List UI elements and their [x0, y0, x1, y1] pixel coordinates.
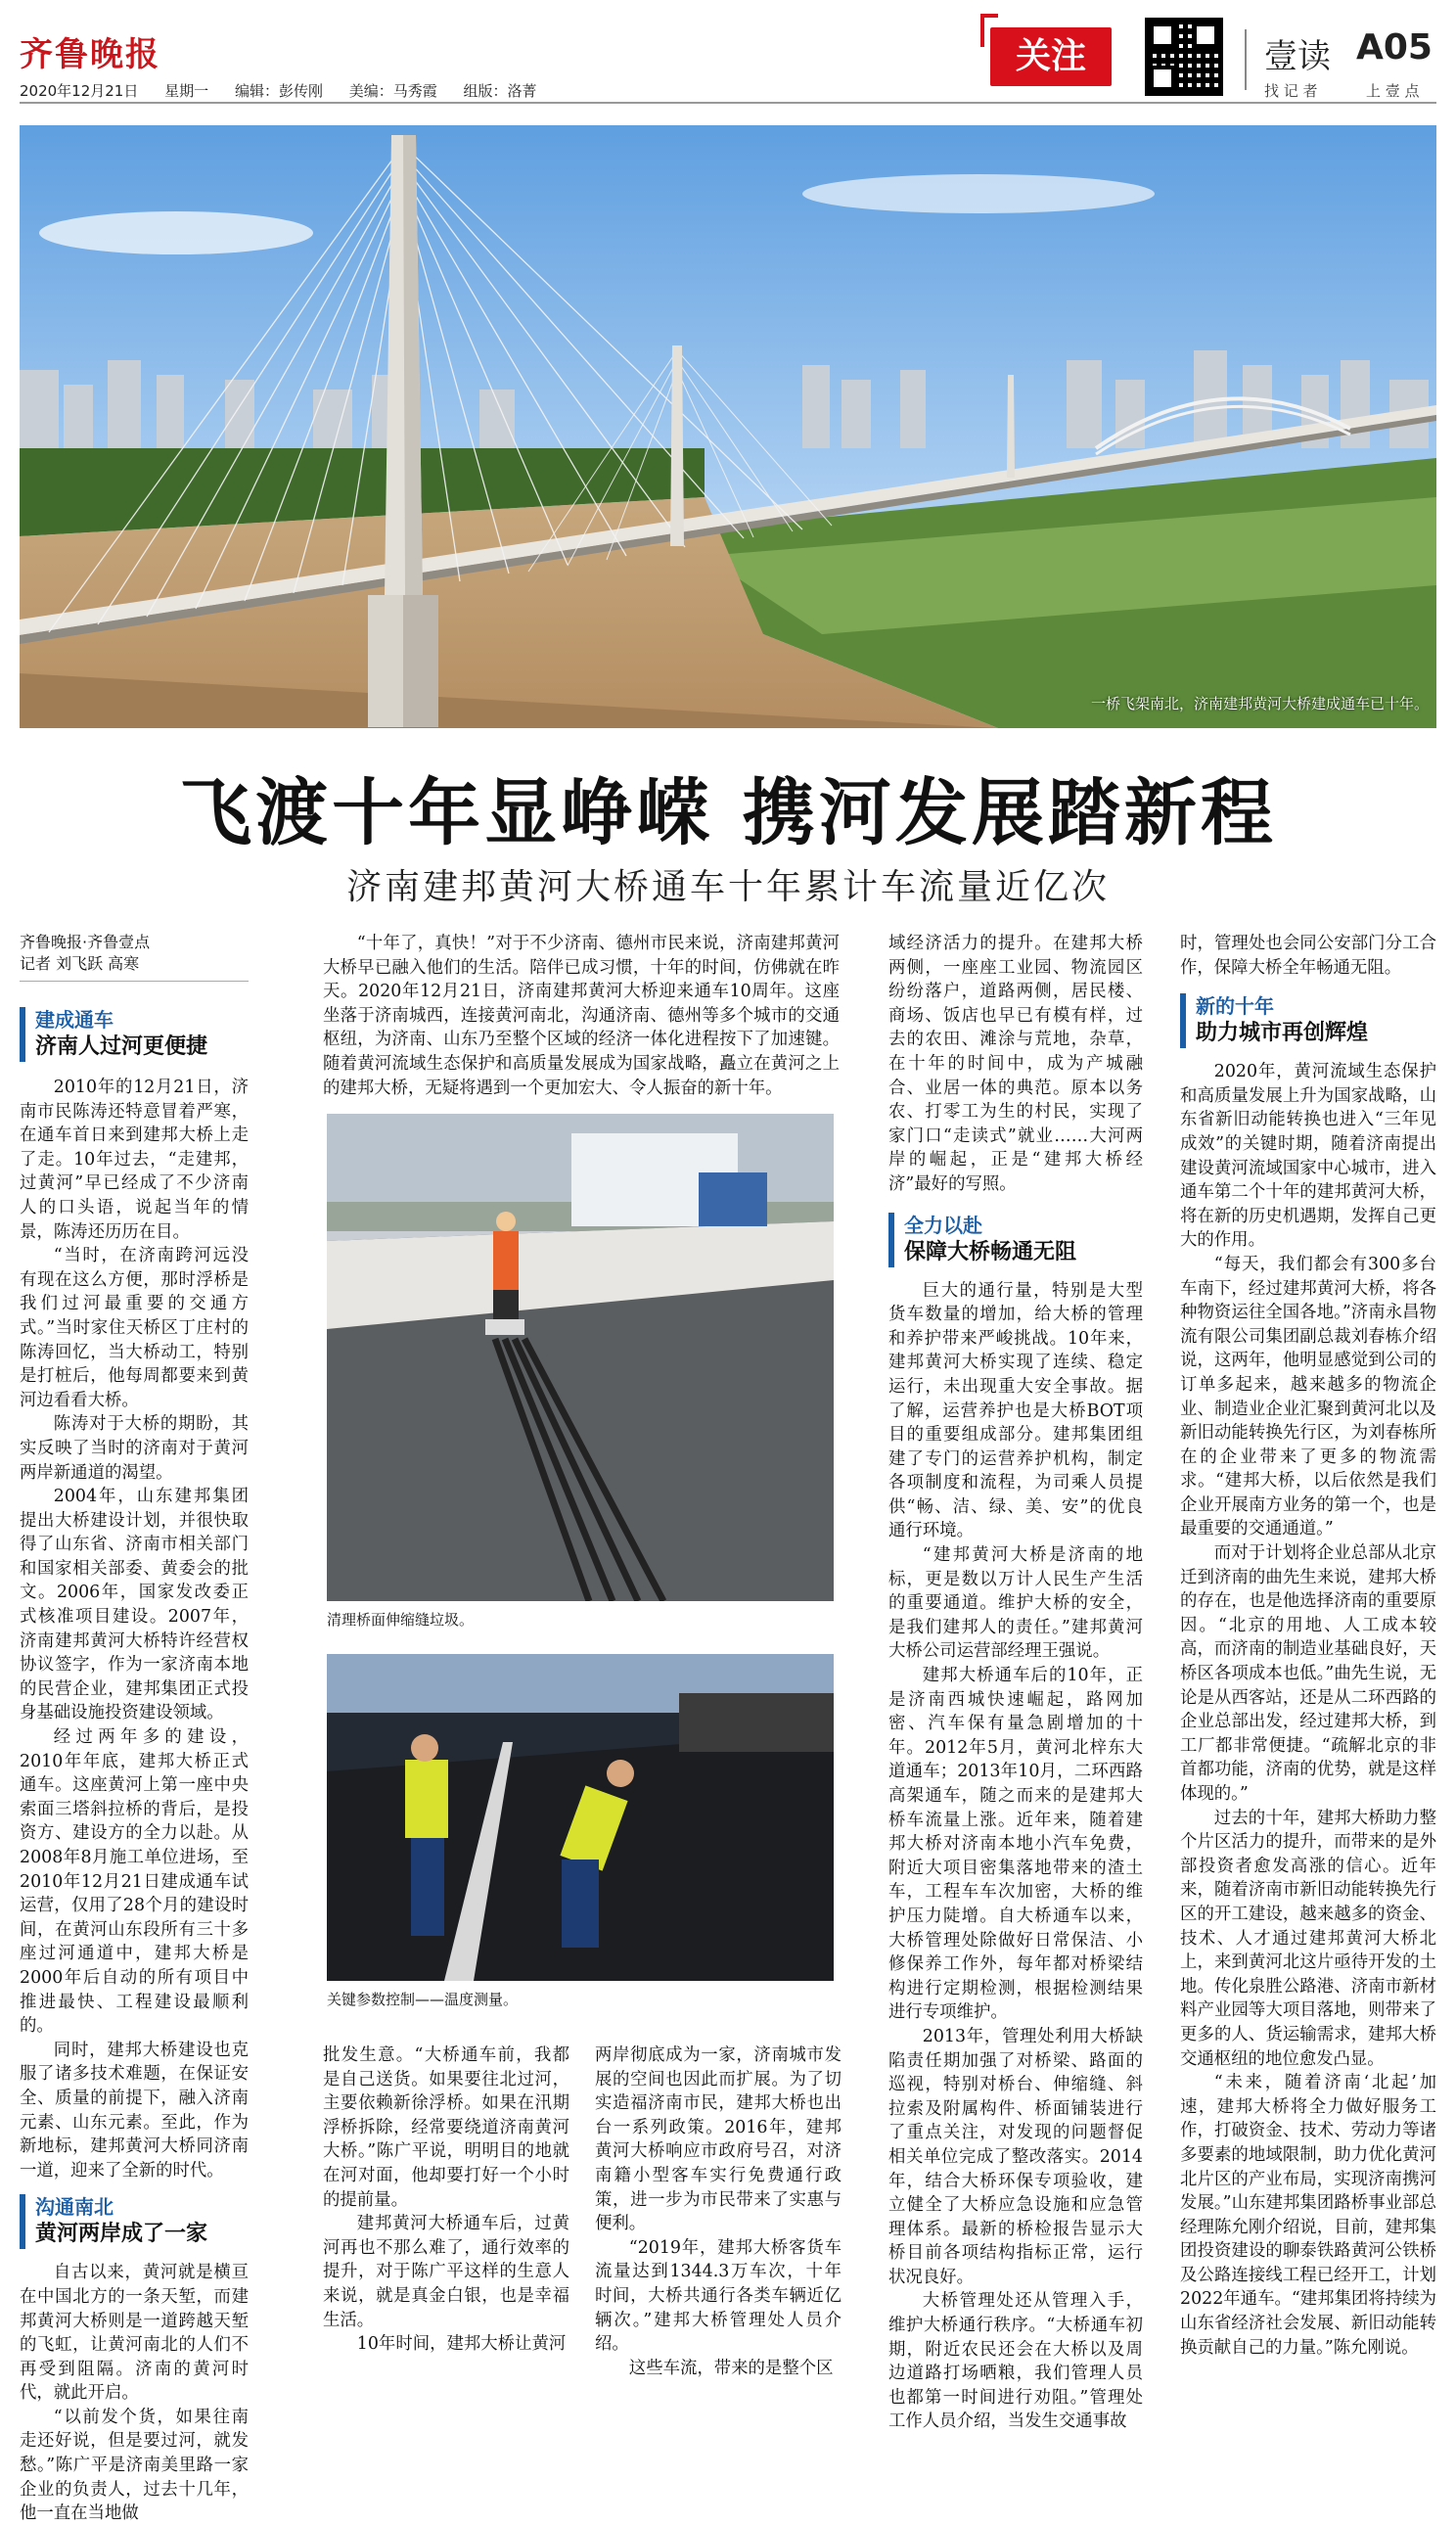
page-number: A05	[1356, 27, 1433, 68]
find-reporter-label: 找 记 者	[1264, 82, 1318, 100]
paragraph: 建邦大桥通车后的10年，正是济南西城快速崛起，路网加密、汽车保有量急剧增加的十年。2012年5月，黄河北梓东大道通车；2013年10月，二环西路高架通车，随之而来的是建邦大桥车流量上涨。近年来，随着建邦大桥对济南本地小汽车免费，附近大项目密集落地带来的渣土车，工程车车次加密，大桥的维护压力陡增。自大桥通车以来，大桥管理处除做好日常保洁、小修保养工作外，每年都对桥梁结构进行定期检测，根据检测结果进行专项维护。	[888, 1666, 1143, 2023]
column-3-bottom	[595, 2044, 842, 2380]
section-heading-4-kicker: 新的十年	[1196, 994, 1274, 1019]
paragraph: 这些车流，带来的是整个区	[628, 2358, 834, 2378]
masthead-logo: 齐鲁晚报	[20, 35, 160, 74]
paragraph: “每天，我们都会有300多台车南下，经过建邦黄河大桥，将各种物资运往全国各地。”济南永昌物流有限公司集团副总裁刘春栋介绍说，这两年，他明显感觉到公司的订单多起来，越来越多的物流企业、制造业企业汇聚到黄河北以及新旧动能转换先行区，为刘春栋所在的企业带来了更多的物流需求。“建邦大桥，以后依然是我们企业开展南方业务的第一个，也是最重要的交通通道。”	[1180, 1254, 1436, 1539]
layout-editor: 组版：洛菁	[463, 82, 537, 100]
section-heading-4-title: 助力城市再创辉煌	[1196, 1021, 1369, 1046]
paragraph: 2010年的12月21日，济南市民陈涛还特意冒着严寒，在通车首日来到建邦大桥上走了走。10年过去，“走建邦，过黄河”早已经成了不少济南人的口头语，说起当年的情景，陈涛还历历在目。	[20, 1078, 249, 1242]
paragraph: 同时，建邦大桥建设也克服了诸多技术难题，在保证安全、质量的前提下，融入济南元素、山东元素。至此，作为新地标，建邦黄河大桥同济南一道，迎来了全新的时代。	[20, 2040, 249, 2181]
header-rule	[20, 102, 1436, 104]
section-heading-1-kicker: 建成通车	[35, 1008, 114, 1032]
column-1	[20, 932, 249, 2526]
issue-date: 2020年12月21日	[20, 82, 139, 100]
section-heading-2-title: 黄河两岸成了一家	[35, 2222, 208, 2247]
section-heading-2-kicker: 沟通南北	[35, 2195, 114, 2220]
paragraph: “以前发个货，如果往南走还好说，但是要过河，就发愁。”陈广平是济南美里路一家企业的负责人，过去十几年，他一直在当地做	[20, 2407, 249, 2524]
paragraph: 2004年，山东建邦集团提出大桥建设计划，并很快取得了山东省、济南市相关部门和国家相关部委、黄委会的批文。2006年，国家发改委正式核准项目建设。2007年，济南建邦黄河大桥特许经营权协议签字，作为一家济南本地的民营企业，建邦集团正式投身基础设施投资建设领域。	[20, 1487, 249, 1723]
headline: 飞渡十年显峥嵘 携河发展踏新程	[179, 771, 1277, 855]
paragraph: 时，管理处也会同公安部门分工合作，保障大桥全年畅通无阻。	[1180, 934, 1436, 978]
image-caption-1: 清理桥面伸缩缝垃圾。	[327, 1611, 475, 1629]
temperature-measurement-illustration	[327, 1654, 834, 1981]
paragraph: 10年时间，建邦大桥让黄河	[356, 2334, 567, 2355]
paragraph: 而对于计划将企业总部从北京迁到济南的曲先生来说，建邦大桥的存在，也是他选择济南的重要原因。“北京的用地、人工成本较高，而济南的制造业基础良好，天桥区各项成本也低。”曲先生说，无论是从西客站，还是从二环西路的企业总部出发，经过建邦大桥，到工厂都非常便捷。“疏解北京的非首都功能，济南的优势，就是这样体现的。”	[1180, 1543, 1436, 1804]
bridge-illustration	[20, 125, 1436, 728]
section-heading-3-title: 保障大桥畅通无阻	[904, 1239, 1077, 1264]
paragraph: 批发生意。“大桥通车前，我都是自己送货。如果要往北过河，主要依赖新徐浮桥。如果在汛期浮桥拆除，经常要绕道济南黄河大桥。”陈广平说，明明目的地就在河对面，他却要打好一个小时的提前量。	[323, 2045, 569, 2210]
section-heading-1	[20, 1007, 249, 1062]
section-name: 壹读	[1264, 37, 1331, 76]
paragraph: 2013年，管理处利用大桥缺陷责任期加强了对桥梁、路面的巡视，特别对桥台、伸缩缝、斜拉索及附属构件、桥面铺装进行了重点关注，对发现的问题督促相关单位完成了整改落实。2014年，结合大桥环保专项验收，建立健全了大桥应急设施和应急管理体系。最新的桥检报告显示大桥目前各项结构指标正常，运行状况良好。	[888, 2026, 1143, 2287]
art-editor: 美编：马秀霞	[348, 82, 437, 100]
focus-badge: 关注	[990, 27, 1112, 86]
section-heading-3-kicker: 全力以赴	[904, 1213, 982, 1237]
column-2-bottom	[323, 2044, 569, 2357]
byline-reporters: 记者 刘飞跃 高寒	[20, 954, 140, 973]
bridge-photo	[20, 125, 1436, 728]
expansion-joint-photo	[327, 1114, 834, 1601]
weekday: 星期一	[164, 82, 209, 100]
section-heading-3	[888, 1213, 1143, 1267]
column-4	[888, 932, 1143, 2434]
section-heading-1-title: 济南人过河更便捷	[35, 1034, 208, 1059]
paragraph: 2020年，黄河流域生态保护和高质量发展上升为国家战略，山东省新旧动能转换也进入“三年见成效”的关键时期，随着济南提出建设黄河流域国家中心城市，进入通车第二个十年的建邦黄河大桥，将在新的历史机遇期，发挥自己更大的作用。	[1180, 1062, 1436, 1251]
section-heading-2	[20, 2194, 249, 2249]
section-heading-4	[1180, 993, 1436, 1048]
paragraph: “2019年，建邦大桥客货车流量达到1344.3万车次，十年时间，大桥共通行各类车辆近亿辆次。”建邦大桥管理处人员介绍。	[595, 2237, 842, 2355]
lead-paragraph	[323, 932, 840, 1100]
qr-code-icon[interactable]	[1145, 18, 1223, 96]
paragraph: 自古以来，黄河就是横亘在中国北方的一条天堑，而建邦黄河大桥则是一道跨越天堑的飞虹，让黄河南北的人们不再受到阻隔。济南的黄河时代，就此开启。	[20, 2263, 249, 2404]
column-5	[1180, 932, 1436, 2360]
paragraph: 域经济活力的提升。在建邦大桥两侧，一座座工业园、物流园区纷纷落户，道路两侧，居民楼、商场、饭店也早已有模有样，过去的农田、滩涂与荒地，杂草，在十年的时间中，成为产城融合、业居一体的典范。原本以务农、打零工为生的村民，实现了家门口“走读式”就业……大河两岸的崛起，正是“建邦大桥经济”最好的写照。	[888, 934, 1143, 1194]
photo-caption: 一桥飞架南北，济南建邦黄河大桥建成通车已十年。	[1090, 695, 1429, 712]
paragraph: “当时，在济南跨河远没有现在这么方便，那时浮桥是我们过河最重要的交通方式。”当时家住天桥区丁庄村的陈涛回忆，当大桥动工，特别是打桩后，他每周都要来到黄河边看看大桥。	[20, 1246, 249, 1410]
editor: 编辑：彭传刚	[234, 82, 323, 100]
paragraph: “未来，随着济南‘北起’加速，建邦大桥将全力做好服务工作，打破资金、技术、劳动力等诸多要素的地域限制，助力优化黄河北片区的产业布局，实现济南携河发展。”山东建邦集团路桥事业部总经理陈允刚介绍说，目前，建邦集团投资建设的聊泰铁路黄河公铁桥及公路连接线工程已经开工，计划2022年通车。“建邦集团将持续为山东省经济社会发展、新旧动能转换贡献自己的力量。”陈允刚说。	[1180, 2073, 1436, 2358]
paragraph: 巨大的通行量，特别是大型货车数量的增加，给大桥的管理和养护带来严峻挑战。10年来，建邦黄河大桥实现了连续、稳定运行，未出现重大安全事故。据了解，运营养护也是大桥BOT项目的重要组成部分。建邦集团组建了专门的运营养护机构，制定各项制度和流程，为司乘人员提供“畅、洁、绿、美、安”的优良通行环境。	[888, 1280, 1143, 1541]
lead-text: “十年了，真快！”对于不少济南、德州市民来说，济南建邦黄河大桥早已融入他们的生活。陪伴已成习惯，十年的时间，仿佛就在昨天。2020年12月21日，济南建邦黄河大桥迎来通车10周年。这座坐落于济南城西，连接黄河南北，沟通济南、德州等多个城市的交通枢纽，为济南、山东乃至整个区域的经济一体化进程按下了加速键。随着黄河流域生态保护和高质量发展成为国家战略，矗立在黄河之上的建邦大桥，无疑将遇到一个更加宏大、令人振奋的新十年。	[323, 934, 840, 1098]
paragraph: 过去的十年，建邦大桥助力整个片区活力的提升，而带来的是外部投资者愈发高涨的信心。近年来，随着济南市新旧动能转换先行区的开工建设，越来越多的资金、技术、人才通过建邦黄河大桥北上，来到黄河北这片亟待开发的土地。传化泉胜公路港、济南市新材料产业园等大项目落地，则带来了更多的人、货运输需求，建邦大桥交通枢纽的地位愈发凸显。	[1180, 1808, 1436, 2069]
header-divider	[1245, 29, 1247, 90]
temperature-measurement-photo	[327, 1654, 834, 1981]
subheadline: 济南建邦黄河大桥通车十年累计车流量近亿次	[345, 867, 1110, 907]
paragraph: 经过两年多的建设，2010年年底，建邦大桥正式通车。这座黄河上第一座中央索面三塔斜拉桥的背后，是投资方、建设方的全力以赴。从2008年8月施工单位进场，至2010年12月21日建成通车试运营，仅用了28个月的建设时间，在黄河山东段所有三十多座过河通道中，建邦大桥是2000年后自动的所有项目中推进最快、工程建设最顺利的。	[20, 1727, 249, 2037]
paragraph: 两岸彻底成为一家，济南城市发展的空间也因此而扩展。为了切实造福济南市民，建邦大桥也出台一系列政策。2016年，建邦黄河大桥响应市政府号召，对济南籍小型客车实行免费通行政策，进一步为市民带来了实惠与便利。	[595, 2045, 842, 2234]
paragraph: 大桥管理处还从管理入手，维护大桥通行秩序。“大桥通车初期，附近农民还会在大桥以及周边道路打场晒粮，我们管理人员也都第一时间进行劝阻。”管理处工作人员介绍，当发生交通事故	[888, 2291, 1143, 2432]
expansion-joint-illustration	[327, 1114, 834, 1601]
byline-source: 齐鲁晚报·齐鲁壹点	[20, 933, 151, 951]
image-caption-2: 关键参数控制——温度测量。	[327, 1991, 519, 2008]
paragraph: 建邦黄河大桥通车后，过黄河再也不那么难了，通行效率的提升，对于陈广平这样的生意人来说，就是真金白银，也是幸福生活。	[323, 2214, 569, 2330]
qilu-yidian-label: 上 壹 点	[1366, 82, 1420, 100]
paragraph: 陈涛对于大桥的期盼，其实反映了当时的济南对于黄河两岸新通道的渴望。	[20, 1414, 249, 1483]
byline-rule	[20, 981, 249, 982]
paragraph: “建邦黄河大桥是济南的地标，更是数以万计人民生产生活的重要通道。维护大桥的安全，是我们建邦人的责任。”建邦黄河大桥公司运营部经理王强说。	[888, 1545, 1143, 1662]
dateline	[20, 80, 559, 101]
